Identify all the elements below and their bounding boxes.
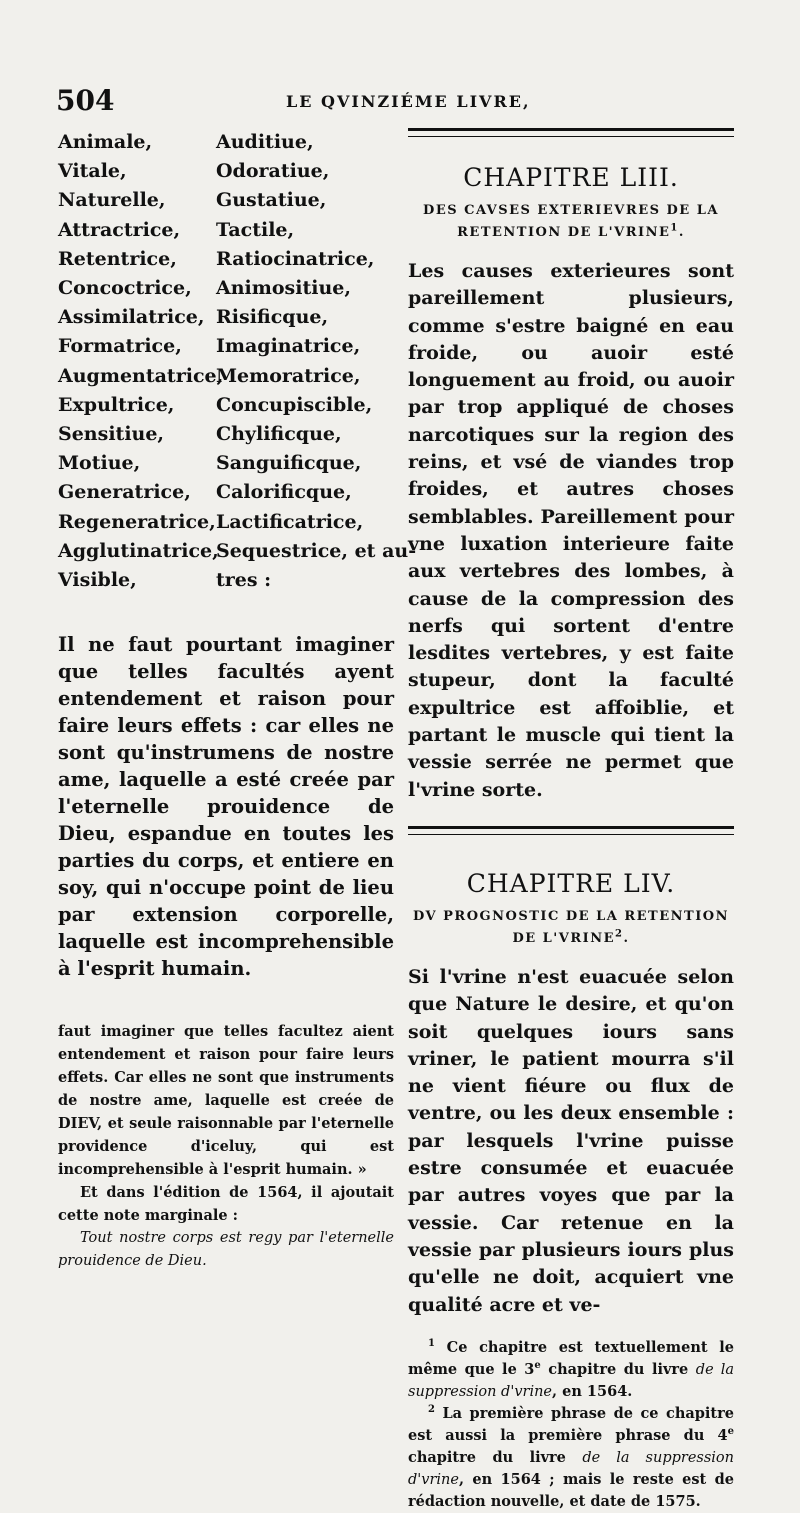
faculty-item: Odoratiue, <box>216 160 330 183</box>
footnote-2-sup: e <box>727 1425 734 1437</box>
faculty-item: Sequestrice, et au- <box>216 539 417 562</box>
faculty-item: Ratiocinatrice, <box>216 247 375 270</box>
footnote-1-text-b: chapitre du livre <box>540 1360 696 1378</box>
chapter-54-body: Si l'vrine n'est euacuée selon que Nature le desire, et qu'on soit quelques iours sans vriner, le patient mourra s'il ne vient fiéure ou flux de ventre, ou les deux ensemble : par lesquels l'vrine puisse estre consumée et euacuée par autres voyes que par la vessie. Car retenue en la vessie par plusieurs iours plus qu'elle ne doit, acquiert vne qualité acre et ve- <box>408 965 734 1316</box>
faculty-item: Gustatiue, <box>216 189 327 212</box>
chapter-54-title: CHAPITRE LIV. <box>466 868 676 898</box>
left-footnote <box>58 1020 394 1273</box>
right-column <box>408 128 734 1513</box>
note-quote: faut imaginer que telles facultez aient entendement et raison pour faire leurs effets. Car elles ne sont que instruments de nostre ame, laquelle est creée de DIEV, et seule raisonnable par l'eternelle providence d'iceluy, qui est incomprehensible à l'esprit humain. » <box>58 1023 394 1179</box>
faculty-item: Naturelle, <box>58 189 166 212</box>
footnote-1-italic: de la suppression d'vrine <box>408 1361 734 1400</box>
faculty-item: Visible, <box>58 569 137 592</box>
right-footnotes <box>408 1337 734 1513</box>
footnote-ref-2: 2 <box>615 928 624 940</box>
chapter-53-subtitle: DES CAVSES EXTERIEVRES DE LA RETENTION DE L'VRINE$^1$. <box>423 203 719 240</box>
note-intro: Et dans l'édition de 1564, il ajoutait cette note marginale : <box>58 1184 394 1225</box>
faculty-item: Augmentatrice, <box>58 364 224 387</box>
running-title: LE QVINZIÉME LIVRE, <box>286 92 531 111</box>
faculty-item: Agglutinatrice, <box>58 539 219 562</box>
faculty-item: Sanguificque, <box>216 452 362 475</box>
faculty-item: Imaginatrice, <box>216 335 361 358</box>
faculty-item: Vitale, <box>58 160 127 183</box>
chapter-53-body: Les causes exterieures sont pareillement plusieurs, comme s'estre baigné en eau froide, ou auoir esté longuement au froid, ou auoir par trop appliqué de choses narcotiques sur la region des reins, et vsé de viandes trop froides, et autres choses semblables. Pareillement pour vne luxation interieure faite aux vertebres des lombes, à cause de la compression des nerfs qui sortent d'entre lesdites vertebres, y est faite stupeur, dont la faculté expultrice est affoiblie, et partant le muscle qui tient la vessie serrée ne permet que l'vrine sorte. <box>408 260 734 801</box>
chapter-rule <box>408 826 734 835</box>
chapter-rule <box>408 128 734 137</box>
faculty-item: Attractrice, <box>58 218 181 241</box>
faculty-item: Regeneratrice, <box>58 510 216 533</box>
page-number: 504 <box>56 84 115 117</box>
footnote-1-text-a: Ce chapitre est textuellement le même que le 3 <box>408 1338 734 1378</box>
faculty-item: Sensitiue, <box>58 423 165 446</box>
page-header <box>56 84 716 124</box>
faculty-item: Generatrice, <box>58 481 191 504</box>
footnote-1-sup: e <box>534 1359 541 1371</box>
faculty-item: Tactile, <box>216 218 295 241</box>
footnote-2 <box>408 1403 734 1513</box>
faculty-item: Assimilatrice, <box>58 306 205 329</box>
faculty-item: Motiue, <box>58 452 141 475</box>
faculty-item: Memoratrice, <box>216 364 361 387</box>
faculty-item: Calorificque, <box>216 481 352 504</box>
footnote-2-text-c: , en 1564 ; mais le reste est de rédaction nouvelle, et date de 1575. <box>408 1470 734 1510</box>
footnote-2-text-a: La première phrase de ce chapitre est aussi la première phrase du 4 <box>408 1404 734 1444</box>
footnote-2-number: 2 <box>428 1403 435 1415</box>
faculty-item: Expultrice, <box>58 393 175 416</box>
faculty-item: Animale, <box>58 131 153 153</box>
faculty-item: Concoctrice, <box>58 277 192 300</box>
faculty-item: Chylificque, <box>216 423 342 446</box>
chapter-53-subtitle-text: DES CAVSES EXTERIEVRES DE LA RETENTION DE L'VRINE <box>423 203 719 240</box>
chapter-53-title: CHAPITRE LIII. <box>463 163 679 192</box>
chapter-54-subtitle-text: DV PROGNOSTIC DE LA RETENTION DE L'VRINE <box>413 908 729 946</box>
note-marginal: Tout nostre corps est regy par l'eternelle prouidence de Dieu. <box>58 1230 394 1270</box>
left-column <box>58 128 417 1273</box>
faculty-item: Animositiue, <box>216 277 351 300</box>
footnote-2-italic: de la suppression d'vrine <box>408 1449 734 1488</box>
faculty-item: Formatrice, <box>58 335 182 358</box>
faculty-item: tres : <box>216 569 272 592</box>
footnote-ref-1: 1 <box>670 222 679 234</box>
footnote-2-text-b: chapitre du livre <box>408 1448 583 1466</box>
faculty-item: Lactificatrice, <box>216 510 364 533</box>
footnote-1-number: 1 <box>428 1337 435 1349</box>
faculty-item: Concupiscible, <box>216 393 373 416</box>
faculty-item: Risificque, <box>216 306 329 329</box>
footnote-1-text-c: , en 1564. <box>552 1382 633 1400</box>
left-body-paragraph: Il ne faut pourtant imaginer que telles facultés ayent entendement et raison pour faire leurs effets : car elles ne sont qu'instrumens de nostre ame, laquelle a esté creée par l'eternelle prouidence de Dieu, espandue en toutes les parties du corps, et entiere en soy, qui n'occupe point de lieu par extension corporelle, laquelle est incomprehensible à l'esprit humain. <box>58 633 394 981</box>
footnote-1 <box>408 1337 734 1403</box>
faculty-item: Auditiue, <box>216 131 314 153</box>
chapter-54-subtitle: DV PROGNOSTIC DE LA RETENTION DE L'VRINE$^2$. <box>413 908 729 946</box>
faculty-item: Retentrice, <box>58 247 177 270</box>
faculty-list <box>58 128 417 595</box>
